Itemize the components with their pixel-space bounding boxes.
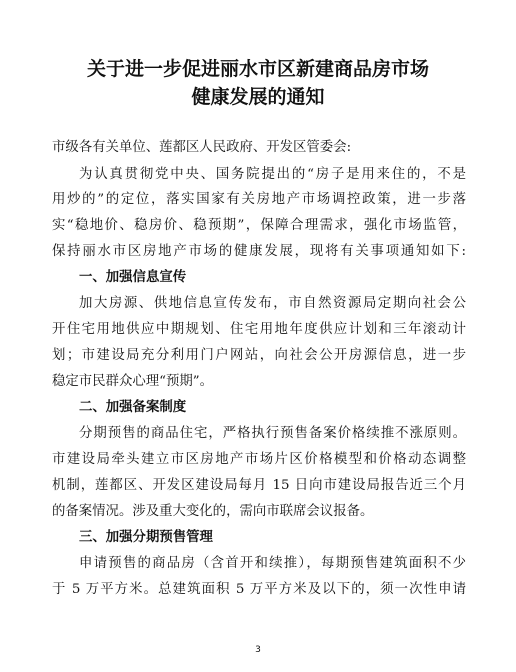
section-1-line: 划；市建设局充分利用门户网站，向社会公开房源信息，进一步 [52,348,466,363]
intro-paragraph-line: 用炒的”的定位，落实国家有关房地产市场调控政策，进一步落 [52,192,466,207]
document-title-line-2: 健康发展的通知 [191,86,325,108]
section-3-line: 申请预售的商品房（含首开和续推），每期预售建筑面积不少 [79,556,466,571]
section-1-line: 开住宅用地供应中期规划、住宅用地年度供应计划和三年滚动计 [52,322,466,337]
section-2-line: 市建设局牵头建立市区房地产市场片区价格模型和价格动态调整 [52,452,466,467]
section-1-line: 稳定市民群众心理“预期”。 [52,374,213,389]
section-heading-3: 三、加强分期预售管理 [79,530,213,545]
section-2-line: 分期预售的商品住宅，严格执行预售备案价格续推不涨原则。 [79,426,466,441]
section-1-line: 加大房源、供地信息宣传发布，市自然资源局定期向社会公 [79,296,466,311]
intro-paragraph-line: 实“稳地价、稳房价、稳预期”，保障合理需求，强化市场监管， [52,218,466,233]
document-title-line-1: 关于进一步促进丽水市区新建商品房市场 [86,58,429,80]
section-2-line: 机制，莲都区、开发区建设局每月 15 日向市建设局报告近三个月 [52,478,466,493]
salutation: 市级各有关单位、莲都区人民政府、开发区管委会: [52,140,352,155]
page-number: 3 [255,645,261,655]
section-2-line: 的备案情况。涉及重大变化的，需向市联席会议报备。 [52,504,374,519]
section-heading-1: 一、加强信息宣传 [79,270,187,285]
intro-paragraph-line: 保持丽水市区房地产市场的健康发展，现将有关事项通知如下: [52,244,466,259]
intro-paragraph-line: 为认真贯彻党中央、国务院提出的“房子是用来住的，不是 [79,167,466,182]
section-heading-2: 二、加强备案制度 [79,400,187,415]
section-3-line: 于 5 万平方米。总建筑面积 5 万平方米及以下的，须一次性申请 [52,582,466,597]
